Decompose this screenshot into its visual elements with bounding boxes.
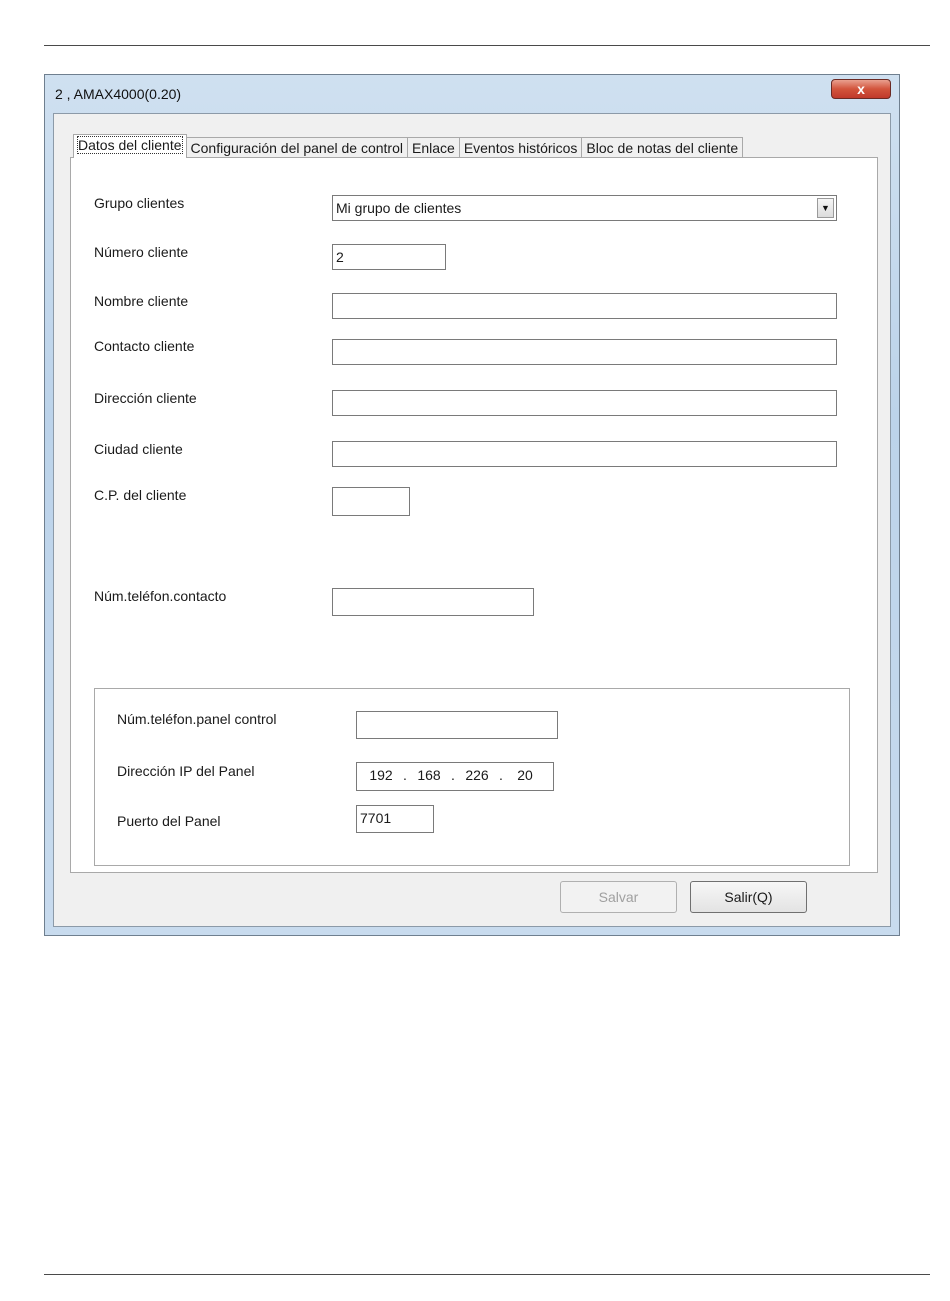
ip-panel-label: Dirección IP del Panel: [117, 763, 255, 779]
ip-octet-3[interactable]: 226: [465, 767, 489, 783]
direccion-cliente-input[interactable]: [332, 390, 837, 416]
contacto-cliente-label: Contacto cliente: [94, 338, 195, 354]
cp-cliente-input[interactable]: [332, 487, 410, 516]
tab-eventos-historicos[interactable]: [459, 137, 583, 158]
ciudad-cliente-input[interactable]: [332, 441, 837, 467]
window-title: 2 , AMAX4000(0.20): [55, 86, 182, 102]
save-button[interactable]: Salvar: [560, 881, 677, 913]
tab-label: Bloc de notas del cliente: [586, 140, 739, 156]
grupo-clientes-value: Mi grupo de clientes: [336, 200, 462, 216]
ip-separator: .: [499, 767, 503, 783]
puerto-panel-label: Puerto del Panel: [117, 813, 221, 829]
ip-octet-2[interactable]: 168: [417, 767, 441, 783]
page-bottom-rule: [44, 1274, 930, 1275]
dialog-body: [53, 113, 891, 927]
grupo-clientes-select[interactable]: [332, 195, 837, 221]
telefono-contacto-label: Núm.teléfon.contacto: [94, 588, 227, 604]
telefono-panel-input[interactable]: [356, 711, 558, 739]
numero-cliente-label: Número cliente: [94, 244, 189, 260]
ip-octet-1[interactable]: 192: [369, 767, 393, 783]
ciudad-cliente-label: Ciudad cliente: [94, 441, 183, 457]
client-window: [44, 74, 900, 936]
tab-enlace[interactable]: [407, 137, 460, 158]
tab-label: Enlace: [412, 140, 455, 156]
exit-button[interactable]: Salir(Q): [690, 881, 807, 913]
title-bar[interactable]: [45, 75, 899, 113]
page-top-rule: [44, 45, 930, 46]
tab-label: Eventos históricos: [463, 140, 578, 156]
nombre-cliente-label: Nombre cliente: [94, 293, 189, 309]
direccion-cliente-label: Dirección cliente: [94, 390, 197, 406]
puerto-panel-input[interactable]: 7701: [356, 805, 434, 833]
telefono-contacto-input[interactable]: [332, 588, 534, 616]
nombre-cliente-input[interactable]: [332, 293, 837, 319]
close-button[interactable]: [831, 79, 891, 99]
tab-datos-del-cliente[interactable]: [73, 134, 187, 158]
grupo-clientes-label: Grupo clientes: [94, 195, 185, 211]
ip-separator: .: [451, 767, 455, 783]
datos-cliente-panel: [70, 157, 878, 873]
contacto-cliente-input[interactable]: [332, 339, 837, 365]
close-icon: x: [857, 81, 865, 97]
ip-separator: .: [403, 767, 407, 783]
ip-octet-4[interactable]: 20: [517, 767, 533, 783]
cp-cliente-label: C.P. del cliente: [94, 487, 187, 503]
chevron-down-icon[interactable]: ▼: [817, 198, 834, 218]
telefono-panel-label: Núm.teléfon.panel control: [117, 711, 277, 727]
tab-bloc-de-notas[interactable]: [581, 137, 743, 158]
tab-label: Datos del cliente: [78, 137, 182, 153]
tab-configuracion-panel[interactable]: [186, 137, 408, 158]
ip-address-input[interactable]: [356, 762, 554, 791]
tab-strip: [73, 134, 742, 158]
panel-connection-group: [94, 688, 850, 866]
numero-cliente-input[interactable]: 2: [332, 244, 446, 270]
tab-label: Configuración del panel de control: [190, 140, 403, 156]
